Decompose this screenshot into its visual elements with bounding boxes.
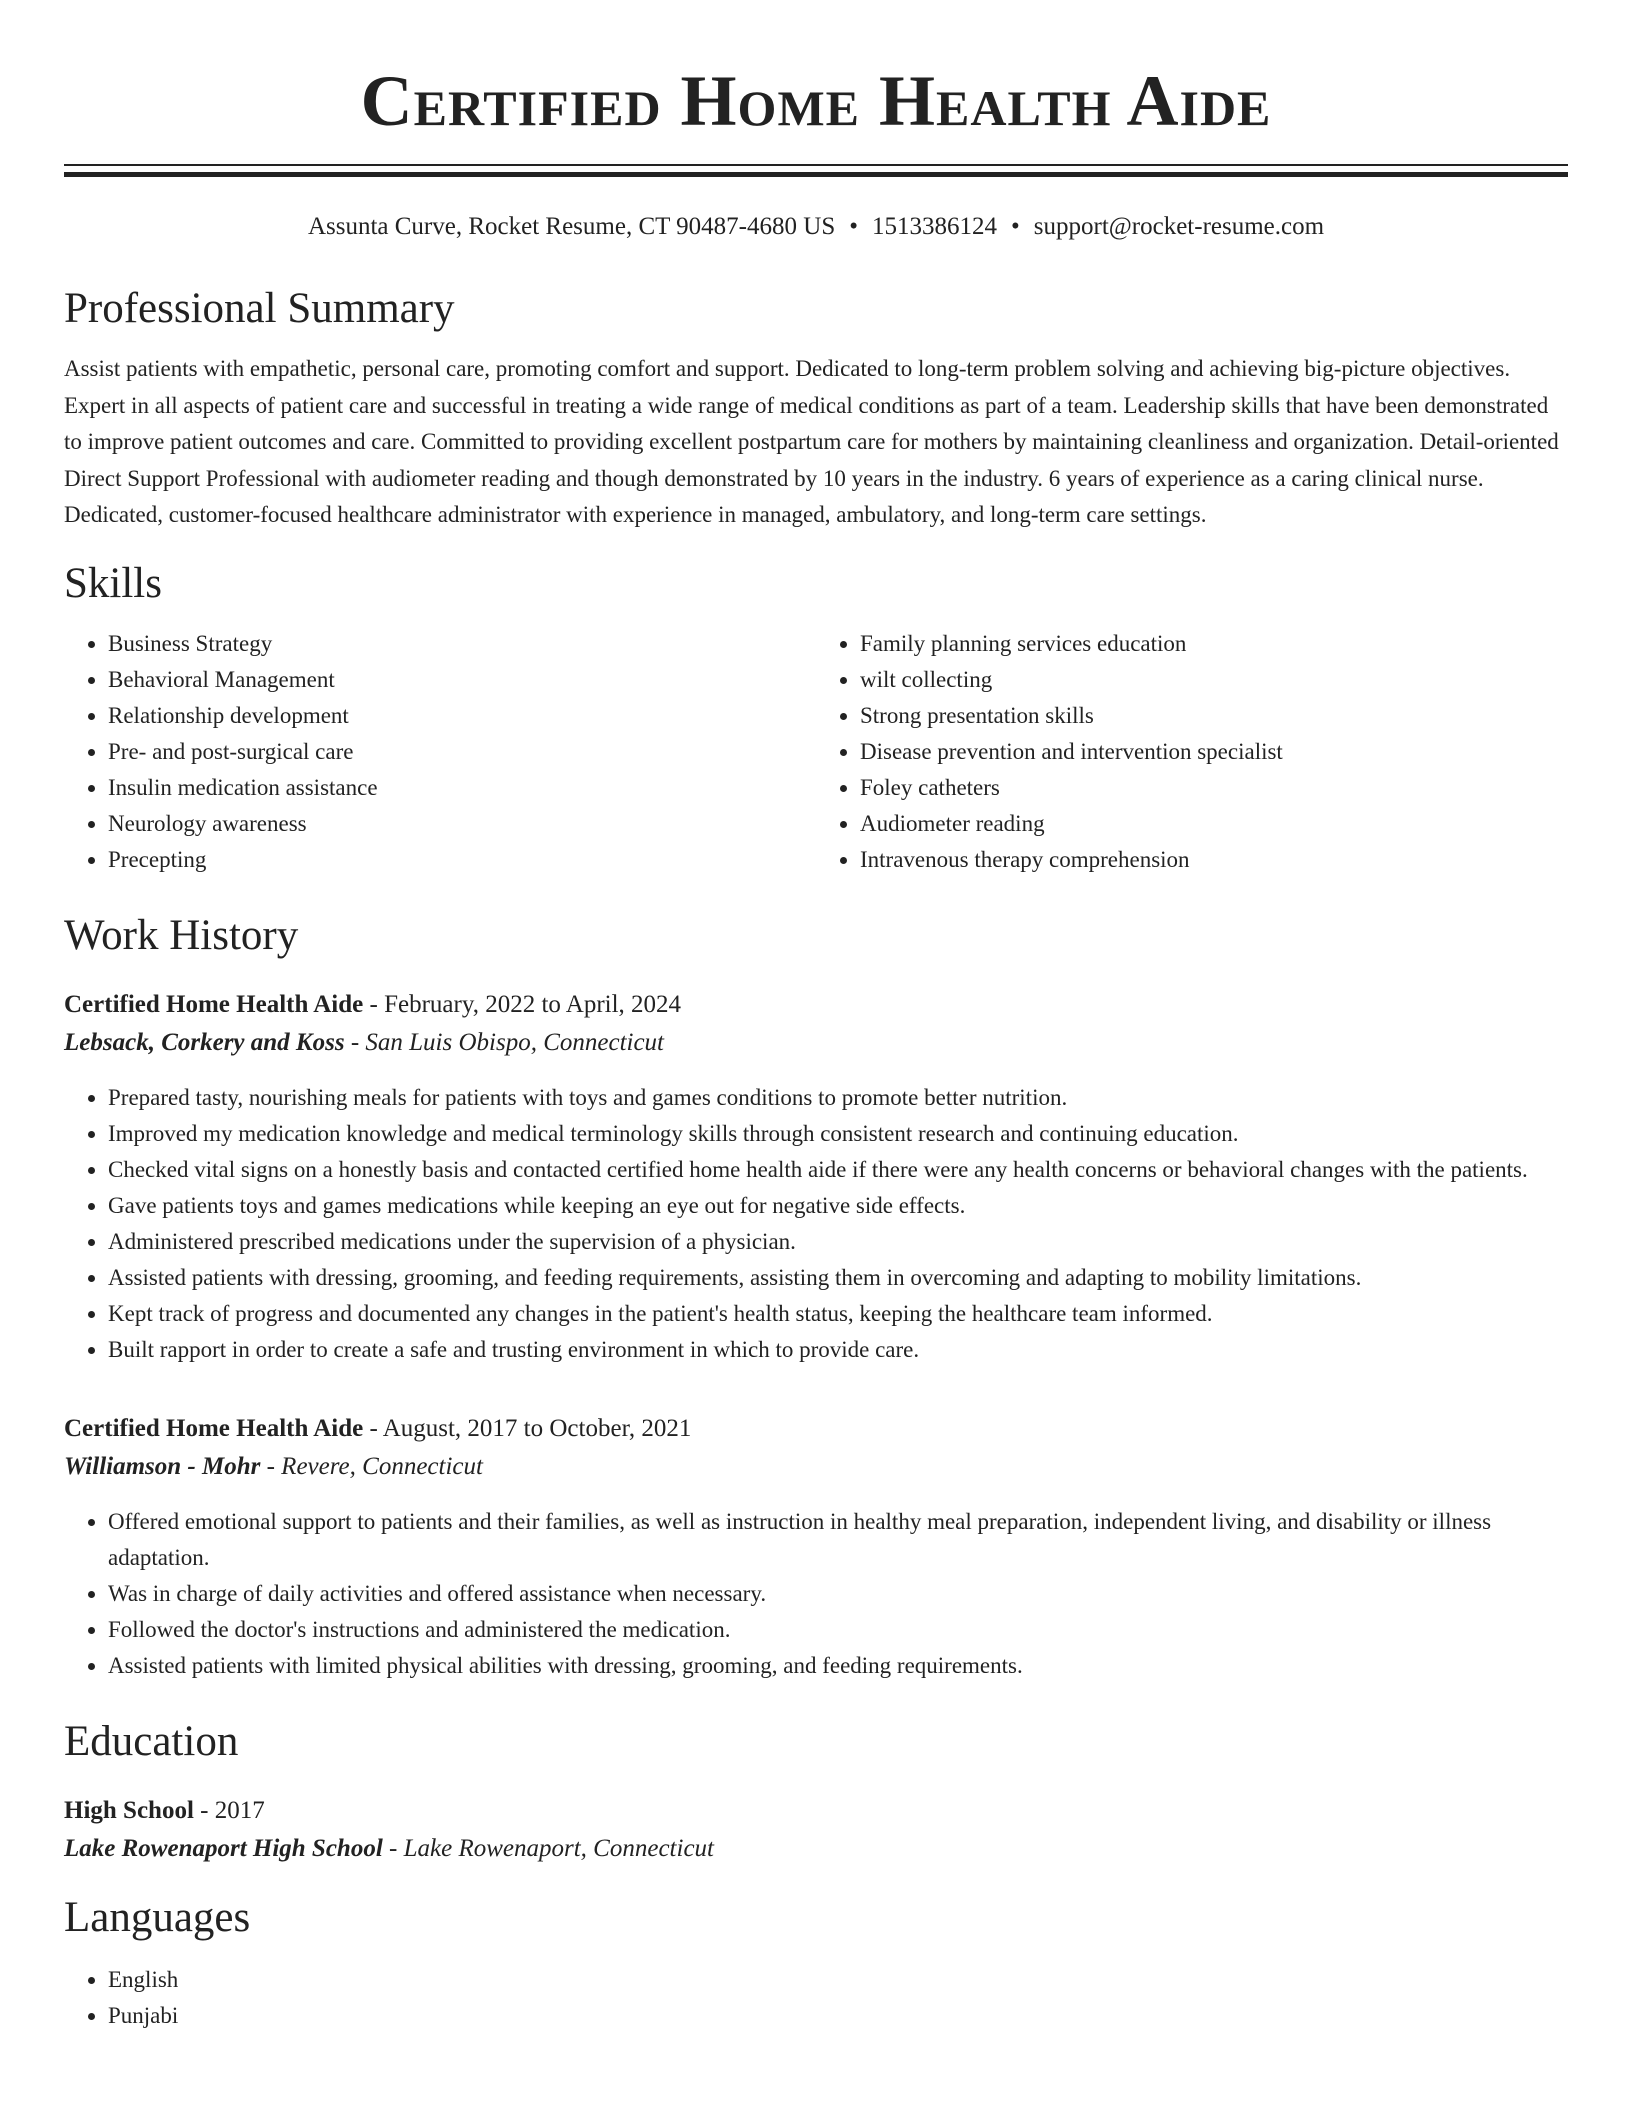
job-duties-list [64, 1080, 1568, 1368]
job-title-line [64, 1410, 1568, 1448]
job-duty: • Prepared tasty, nourishing meals for patients with toys and games conditions to promote better nutrition. [108, 1080, 1568, 1116]
contact-separator: • [1011, 213, 1020, 240]
languages-section [64, 1892, 1568, 2034]
languages-list [64, 1962, 1568, 2034]
skills-list-left [64, 626, 816, 878]
skill-item: • Strong presentation skills [860, 698, 1568, 734]
job-location: - San Luis Obispo, Connecticut [344, 1028, 664, 1056]
contact-phone[interactable]: 1513386124 [872, 213, 997, 240]
job-duty: • Assisted patients with limited physical abilities with dressing, grooming, and feeding requirements. [108, 1648, 1568, 1684]
job-employer-line [64, 1024, 1568, 1062]
summary-text: Assist patients with empathetic, personal care, promoting comfort and support. Dedicated to long-term problem solving and achieving big-picture objectives. Expert in all aspects of patient care and successful in treating a wide range of medical conditions as part of a team. Leadership skills that have been demonstrated to improve patient outcomes and care. Committed to providing excellent postpartum care for mothers by maintaining cleanliness and organization. Detail-oriented Direct Support Professional with audiometer reading and though demonstrated by 10 years in the industry. 6 years of experience as a caring clinical nurse. Dedicated, customer-focused healthcare administrator with experience in managed, ambulatory, and long-term care settings. [64, 356, 1559, 528]
job-entry [64, 986, 1568, 1368]
education-school: Lake Rowenaport High School [64, 1834, 383, 1862]
resume-title: Certified Home Health Aide [360, 61, 1272, 141]
contact-line [64, 211, 1568, 243]
job-duty: • Assisted patients with dressing, grooming, and feeding requirements, assisting them in overcoming and adapting to mobility limitations. [108, 1260, 1568, 1296]
job-duty: • Offered emotional support to patients and their families, as well as instruction in healthy meal preparation, independent living, and disability or illness adaptation. [108, 1504, 1568, 1576]
job-duty: • Built rapport in order to create a safe and trusting environment in which to provide care. [108, 1332, 1568, 1368]
job-duty: • Kept track of progress and documented any changes in the patient's health status, keeping the healthcare team informed. [108, 1296, 1568, 1332]
skill-item: • Intravenous therapy comprehension [860, 842, 1568, 878]
job-duty: • Was in charge of daily activities and offered assistance when necessary. [108, 1576, 1568, 1612]
title-divider-thin [64, 164, 1568, 166]
skill-item: • Foley catheters [860, 770, 1568, 806]
education-degree-line [64, 1792, 1568, 1830]
skill-item: • Neurology awareness [108, 806, 816, 842]
professional-summary-section [64, 283, 1568, 534]
skill-item: • Precepting [108, 842, 816, 878]
section-heading-work: Work History [64, 911, 299, 959]
skill-item: • Disease prevention and intervention specialist [860, 734, 1568, 770]
skills-list-right [816, 626, 1568, 878]
job-duty: • Checked vital signs on a honestly basis and contacted certified home health aide if there were any health concerns or behavioral changes with the patients. [108, 1152, 1568, 1188]
job-employer-line [64, 1448, 1568, 1486]
section-heading-skills: Skills [64, 559, 162, 607]
skill-item: • Audiometer reading [860, 806, 1568, 842]
education-degree: High School [64, 1796, 194, 1824]
education-year: - 2017 [193, 1796, 265, 1824]
section-heading-languages: Languages [64, 1893, 251, 1941]
job-title-line [64, 986, 1568, 1024]
skill-item: • wilt collecting [860, 662, 1568, 698]
language-item: • English [108, 1962, 1568, 1998]
work-history-section [64, 910, 1568, 1684]
section-heading-summary: Professional Summary [64, 285, 455, 332]
job-title: Certified Home Health Aide [64, 990, 364, 1018]
education-school-line [64, 1830, 1568, 1868]
job-entry [64, 1410, 1568, 1684]
job-duty: • Administered prescribed medications under the supervision of a physician. [108, 1224, 1568, 1260]
skill-item: • Insulin medication assistance [108, 770, 816, 806]
title-divider-thick [64, 172, 1568, 177]
job-duty: • Followed the doctor's instructions and administered the medication. [108, 1612, 1568, 1648]
education-section [64, 1716, 1568, 1868]
education-location: - Lake Rowenaport, Connecticut [382, 1834, 714, 1862]
contact-email[interactable]: support@rocket-resume.com [1033, 213, 1325, 240]
job-company: Lebsack, Corkery and Koss [64, 1028, 345, 1056]
skills-section [64, 558, 1568, 878]
education-entry [64, 1792, 1568, 1868]
job-title: Certified Home Health Aide [64, 1414, 364, 1442]
skill-item: • Pre- and post-surgical care [108, 734, 816, 770]
skills-columns [64, 626, 1568, 878]
job-dates: - August, 2017 to October, 2021 [363, 1414, 692, 1442]
contact-separator: • [849, 213, 858, 240]
job-company: Williamson - Mohr [64, 1452, 261, 1480]
job-duties-list [64, 1504, 1568, 1684]
contact-address: Assunta Curve, Rocket Resume, CT 90487-4680 US [307, 213, 836, 240]
job-duty: • Gave patients toys and games medications while keeping an eye out for negative side effects. [108, 1188, 1568, 1224]
skill-item: • Family planning services education [860, 626, 1568, 662]
section-heading-education: Education [64, 1717, 239, 1765]
resume-content [64, 0, 1568, 2034]
skill-item: • Business Strategy [108, 626, 816, 662]
job-dates: - February, 2022 to April, 2024 [363, 990, 682, 1018]
skill-item: • Relationship development [108, 698, 816, 734]
language-item: • Punjabi [108, 1998, 1568, 2034]
skill-item: • Behavioral Management [108, 662, 816, 698]
job-location: - Revere, Connecticut [260, 1452, 483, 1480]
job-duty: • Improved my medication knowledge and medical terminology skills through consistent research and continuing education. [108, 1116, 1568, 1152]
